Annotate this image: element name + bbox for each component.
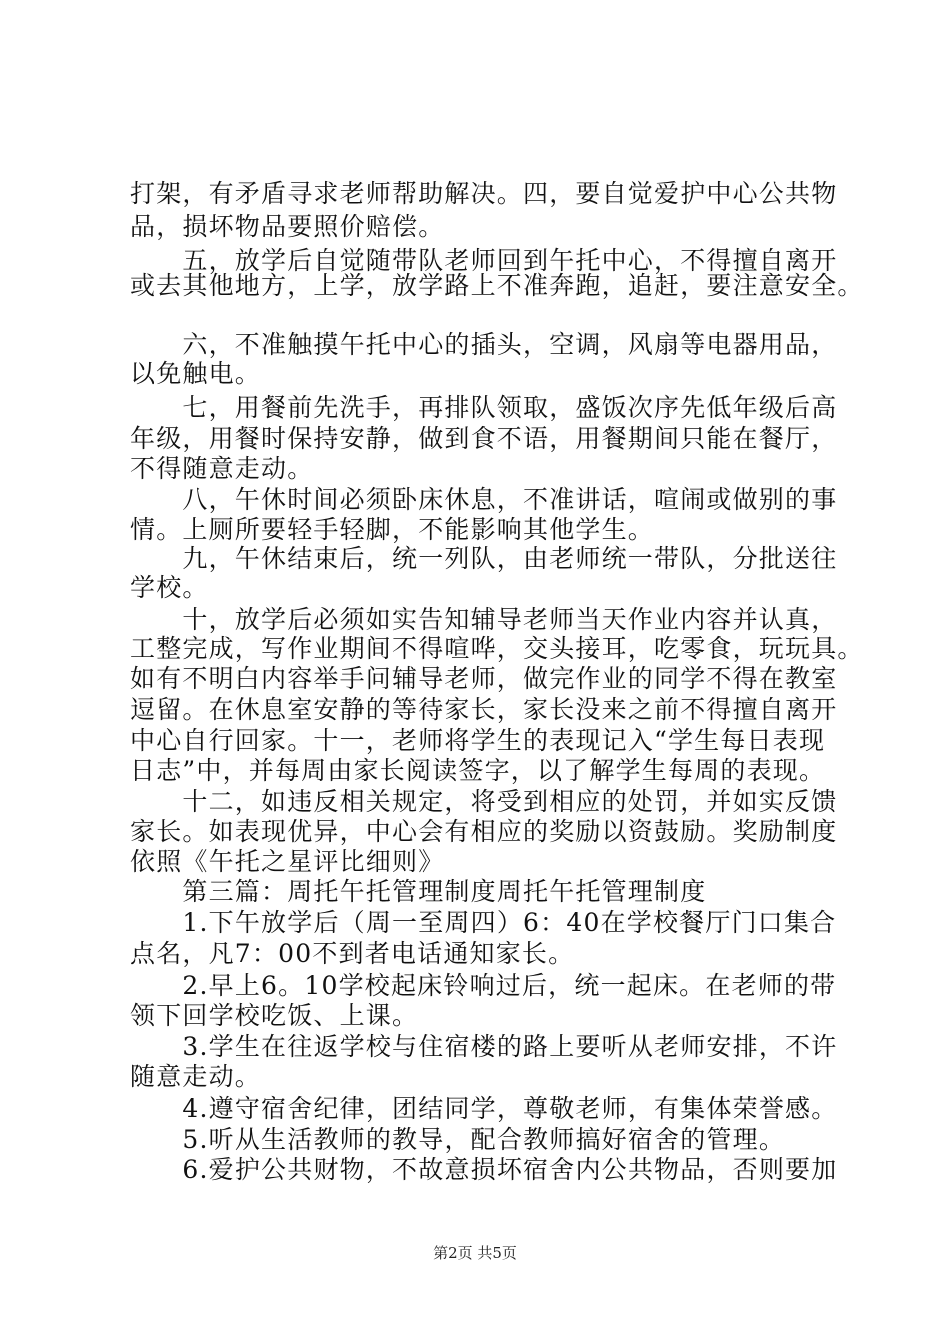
text-line: 2.早上6。10学校起床铃响过后，统一起床。在老师的带 — [130, 971, 837, 1000]
text-line: 年级，用餐时保持安静，做到食不语，用餐期间只能在餐厅， — [130, 424, 838, 453]
text-line: 十二，如违反相关规定，将受到相应的处罚，并如实反馈 — [130, 787, 838, 816]
text-line: 或去其他地方，上学，放学路上不准奔跑，追赶，要注意安全。 — [130, 271, 864, 300]
text-line: 六，不准触摸午托中心的插头，空调，风扇等电器用品， — [130, 330, 838, 359]
text-line: 3.学生在往返学校与住宿楼的路上要听从老师安排，不许 — [130, 1032, 838, 1061]
text-line: 第三篇：周托午托管理制度周托午托管理制度 — [130, 877, 707, 906]
page-number-footer: 第2页 共5页 — [433, 1244, 517, 1262]
text-line: 如有不明白内容举手问辅导老师，做完作业的同学不得在教室 — [130, 664, 838, 693]
text-line: 4.遵守宿舍纪律，团结同学，尊敬老师，有集体荣誉感。 — [130, 1094, 838, 1123]
text-line: 逗留。在休息室安静的等待家长，家长没来之前不得擅自离开 — [130, 695, 838, 724]
text-line: 中心自行回家。十一，老师将学生的表现记入“学生每日表现 — [130, 726, 826, 755]
text-line: 品，损坏物品要照价赔偿。 — [130, 212, 445, 241]
text-line: 1.下午放学后（周一至周四）6：40在学校餐厅门口集合 — [130, 908, 837, 937]
text-line: 领下回学校吃饭、上课。 — [130, 1001, 419, 1030]
text-line: 八，午休时间必须卧床休息，不准讲话，喧闹或做别的事 — [130, 485, 838, 514]
text-line: 不得随意走动。 — [130, 454, 314, 483]
text-line: 以免触电。 — [130, 359, 262, 388]
text-line: 九，午休结束后，统一列队，由老师统一带队，分批送往 — [130, 544, 838, 573]
text-line: 情。上厕所要轻手轻脚，不能影响其他学生。 — [130, 515, 655, 544]
text-line: 日志”中，并每周由家长阅读签字，以了解学生每周的表现。 — [130, 756, 826, 785]
text-line: 5.听从生活教师的教导，配合教师搞好宿舍的管理。 — [130, 1125, 786, 1154]
text-line: 学校。 — [130, 573, 209, 602]
text-line: 随意走动。 — [130, 1062, 262, 1091]
text-line: 打架，有矛盾寻求老师帮助解决。四，要自觉爱护中心公共物 — [130, 179, 838, 208]
text-line: 点名，凡7：00不到者电话通知家长。 — [130, 939, 575, 968]
text-line: 十，放学后必须如实告知辅导老师当天作业内容并认真， — [130, 605, 838, 634]
text-line: 家长。如表现优异，中心会有相应的奖励以资鼓励。奖励制度 — [130, 817, 838, 846]
text-line: 工整完成，写作业期间不得喧哗，交头接耳，吃零食，玩玩具。 — [130, 634, 864, 663]
text-line: 五，放学后自觉随带队老师回到午托中心，不得擅自离开 — [130, 246, 838, 275]
text-line: 6.爱护公共财物，不故意损坏宿舍内公共物品，否则要加 — [130, 1155, 838, 1184]
text-line: 七，用餐前先洗手，再排队领取，盛饭次序先低年级后高 — [130, 393, 838, 422]
text-line: 依照《午托之星评比细则》 — [130, 847, 445, 876]
